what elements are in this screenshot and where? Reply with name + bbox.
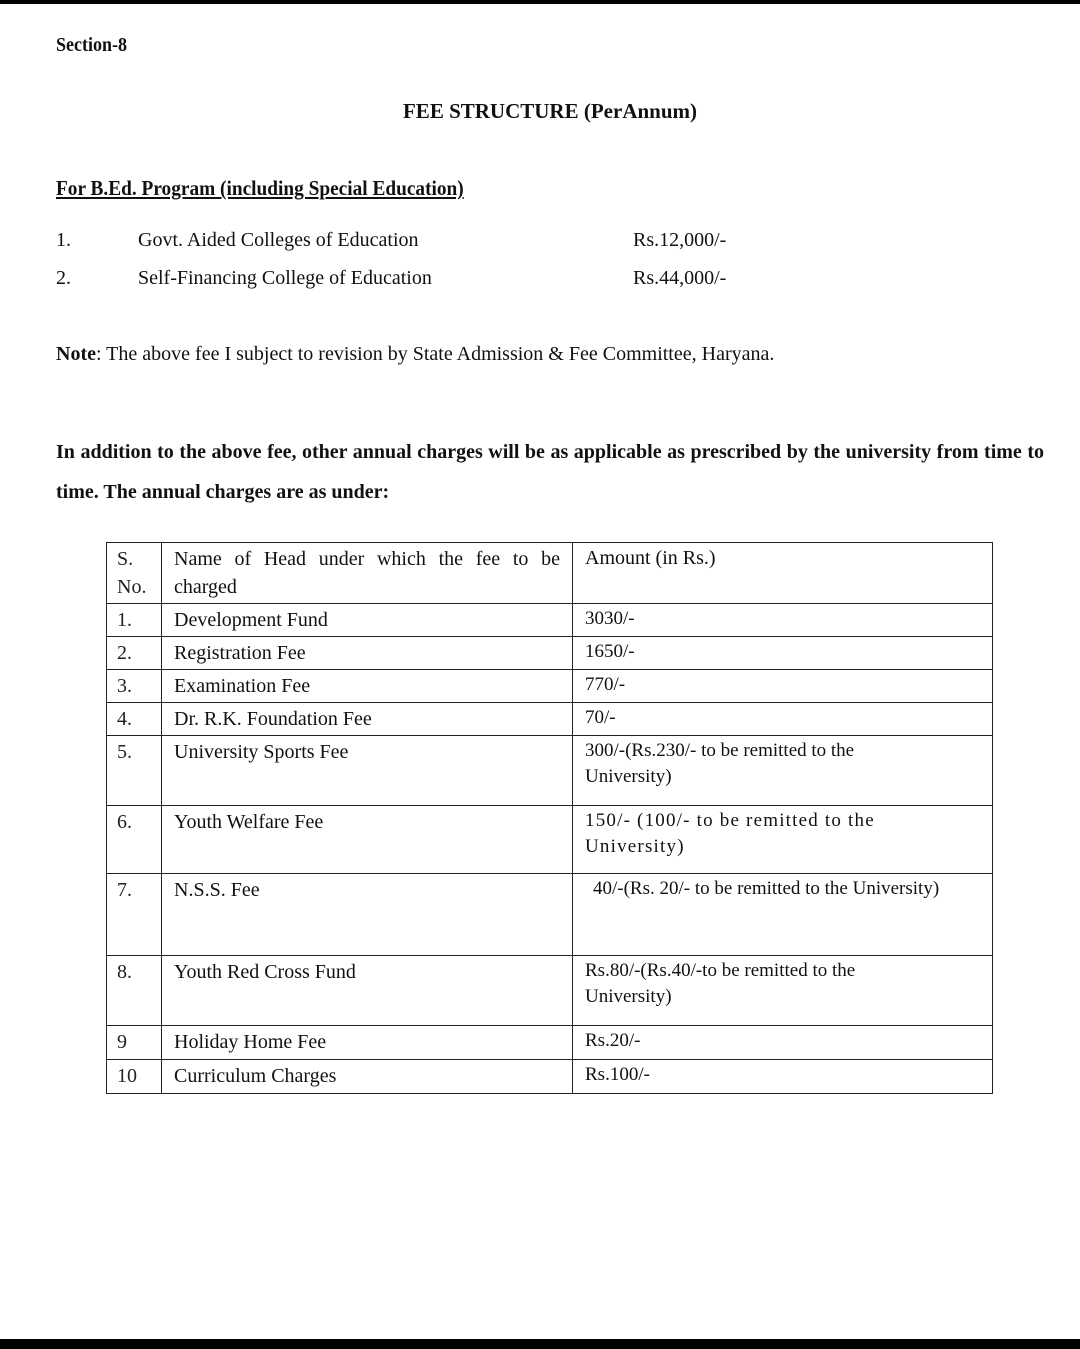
program-heading: For B.Ed. Program (including Special Education) [56, 176, 464, 200]
section-label: Section-8 [56, 34, 128, 56]
row-head: Youth Red Cross Fund [162, 956, 573, 1026]
row-sno: 10 [107, 1060, 162, 1094]
table-row [107, 806, 993, 874]
row-head: Development Fund [162, 604, 573, 637]
table-row [107, 637, 993, 670]
row-head: Holiday Home Fee [162, 1026, 573, 1060]
row-sno: 7. [107, 874, 162, 956]
row-sno: 2. [107, 637, 162, 670]
program-row-amount: Rs.12,000/- [633, 229, 727, 251]
row-amount: 70/- [573, 703, 993, 736]
row-amount: 770/- [573, 670, 993, 703]
table-row [107, 604, 993, 637]
table-row [107, 1060, 993, 1094]
note-label: Note [56, 343, 96, 365]
row-head: Dr. R.K. Foundation Fee [162, 703, 573, 736]
row-amount: 40/-(Rs. 20/- to be remitted to the University) [573, 874, 993, 956]
row-sno: 5. [107, 736, 162, 806]
annual-charges-intro: In addition to the above fee, other annual charges will be as applicable as prescribed by the university from time to time. The annual charges are as under: [56, 441, 1044, 503]
table-row [107, 703, 993, 736]
row-head: Examination Fee [162, 670, 573, 703]
header-sno: S. No. [107, 543, 162, 604]
row-head: Youth Welfare Fee [162, 806, 573, 874]
table-row [107, 956, 993, 1026]
row-amount: 3030/- [573, 604, 993, 637]
top-border-bar [0, 0, 1080, 4]
row-sno: 8. [107, 956, 162, 1026]
program-row-amount: Rs.44,000/- [633, 267, 727, 289]
row-amount: Rs.100/- [573, 1060, 993, 1094]
page-title: FEE STRUCTURE (PerAnnum) [402, 99, 698, 123]
row-sno: 6. [107, 806, 162, 874]
program-row-number: 1. [56, 229, 71, 251]
note-paragraph [56, 343, 774, 366]
row-amount: 150/- (100/- to be remitted to the University) [573, 806, 993, 874]
table-header-row [107, 543, 993, 604]
row-head: University Sports Fee [162, 736, 573, 806]
row-amount: Rs.80/-(Rs.40/-to be remitted to the University) [573, 956, 993, 1026]
row-sno: 3. [107, 670, 162, 703]
row-amount: 300/-(Rs.230/- to be remitted to the University) [573, 736, 993, 806]
row-amount: 1650/- [573, 637, 993, 670]
row-sno: 4. [107, 703, 162, 736]
program-row-name: Self-Financing College of Education [138, 267, 432, 289]
program-row-name: Govt. Aided Colleges of Education [138, 229, 419, 251]
table-row [107, 1026, 993, 1060]
table-row [107, 670, 993, 703]
row-head: Registration Fee [162, 637, 573, 670]
annual-charges-table [106, 542, 993, 1094]
header-head: Name of Head under which the fee to be charged [162, 543, 573, 604]
header-amount: Amount (in Rs.) [573, 543, 993, 604]
row-head: Curriculum Charges [162, 1060, 573, 1094]
program-row-number: 2. [56, 267, 71, 289]
row-sno: 9 [107, 1026, 162, 1060]
table-row [107, 736, 993, 806]
bottom-border-bar [0, 1339, 1080, 1349]
row-head: N.S.S. Fee [162, 874, 573, 956]
note-text: : The above fee I subject to revision by State Admission & Fee Committee, Haryana. [95, 343, 775, 365]
table-row [107, 874, 993, 956]
row-amount: Rs.20/- [573, 1026, 993, 1060]
row-sno: 1. [107, 604, 162, 637]
